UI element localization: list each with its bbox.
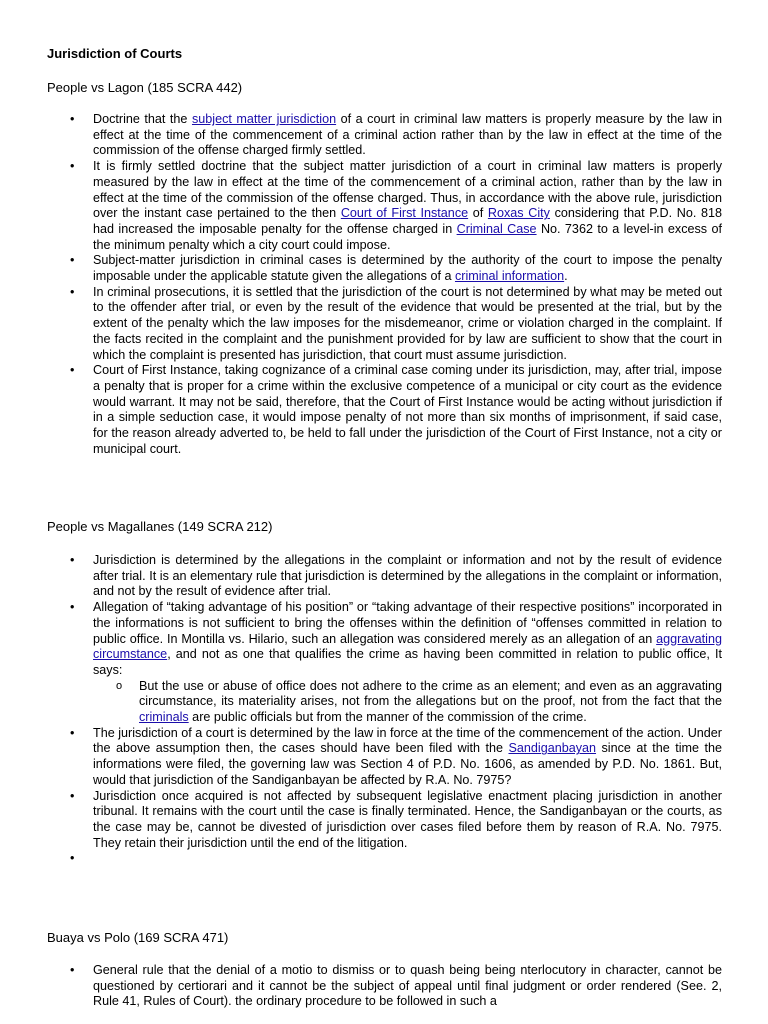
page-title: Jurisdiction of Courts bbox=[47, 46, 183, 61]
sub-list-item bbox=[93, 679, 722, 726]
bullet-text: considering that P.D. No. 818 had increased the imposable penalty for the offense charged in bbox=[93, 206, 722, 236]
list-item bbox=[70, 112, 722, 159]
case-heading-lagon: People vs Lagon (185 SCRA 442) bbox=[47, 80, 243, 95]
link-criminals[interactable]: criminals bbox=[139, 710, 189, 725]
bullet-text: since at the time the informations were filed, the governing law was Section 4 of P.D. No. 1606, as amended by P.D. No. 1861. But, would that jurisdiction of the Sandiganbayan be affected by R.A. No. 7975? bbox=[93, 741, 722, 787]
list-item bbox=[70, 963, 722, 1010]
list-item bbox=[70, 789, 722, 852]
bullet-text: Allegation of “taking advantage of his position” or “taking advantage of their respective positions” incorporated in the informations is not sufficient to bring the offenses within the definition of “offenses committed in relation to public office. In Montilla vs. Hilario, such an allegation was considered merely as an allegation of an bbox=[93, 600, 722, 646]
link-roxas-city[interactable]: Roxas City bbox=[487, 206, 550, 221]
link-aggravating-circumstance[interactable]: aggravating circumstance bbox=[93, 631, 722, 662]
bullet-text: . bbox=[564, 269, 568, 284]
case-heading-magallanes: People vs Magallanes (149 SCRA 212) bbox=[47, 519, 273, 534]
sub-bullet-list bbox=[93, 679, 722, 726]
bullet-text: Doctrine that the bbox=[93, 112, 192, 126]
bullet-text: General rule that the denial of a motio to dismiss or to quash being being nterlocutory in character, cannot be questioned by certiorari and it cannot be the subject of appeal until final judgment or order rendered (See. 2, Rule 41, Rules of Court). the ordinary procedure to be followed in such a bbox=[93, 963, 722, 1009]
bullet-text: Court of First Instance, taking cognizance of a criminal case coming under its jurisdiction, may, after trial, impose a penalty that is proper for a crime within the exclusive competence of a municipal or city court as the evidence would warrant. It may not be said, therefore, that the Court of First Instance would be acting without jurisdiction if in a simple seduction case, it would impose penalty of not more than six months of imprisonment, if said case, for the reason already adverted to, be held to fall under the jurisdiction of the Court of First Instance, not a city or municipal court. bbox=[93, 363, 722, 456]
list-item bbox=[70, 159, 722, 253]
link-criminal-case[interactable]: Criminal Case bbox=[456, 221, 537, 236]
link-subject-matter-jurisdiction[interactable]: subject matter jurisdiction bbox=[191, 112, 337, 126]
bullet-text: of a court in criminal law matters is properly measure by the law in effect at the time of the commencement of a criminal action rather than by the law in effect at the time of the commission of the offense charged firmly settled. bbox=[93, 112, 722, 158]
lagon-bullet-list bbox=[70, 112, 722, 457]
list-item bbox=[70, 253, 722, 284]
bullet-text: Subject-matter jurisdiction in criminal cases is determined by the authority of the court to impose the penalty imposable under the applicable statute given the allegations of a bbox=[93, 253, 722, 284]
list-item bbox=[70, 600, 722, 726]
bullet-text: of bbox=[468, 206, 488, 221]
bullet-text: , and not as one that qualifies the crime as having been committed in relation to public office, It says: bbox=[93, 647, 722, 677]
link-court-of-first-instance[interactable]: Court of First Instance bbox=[340, 206, 469, 221]
bullet-text: In criminal prosecutions, it is settled that the jurisdiction of the court is not determined by what may be meted out to the offender after trial, or even by the result of the evidence that would be presented at the trial, but by the extent of the penalty which the law imposes for the misdemeanor, crime or violation charged in the complaint. If the facts recited in the complaint and the punishment provided for by law are sufficient to show that the court in which the complaint is presented has jurisdiction, that court must assume jurisdiction. bbox=[93, 284, 722, 362]
bullet-text: But the use or abuse of office does not adhere to the crime as an element; and even as an aggravating circumstance, its materiality arises, not from the allegations but on the proof, not from the fact that the bbox=[139, 678, 722, 709]
buaya-bullet-list bbox=[70, 963, 722, 1010]
link-sandiganbayan[interactable]: Sandiganbayan bbox=[508, 741, 597, 756]
link-criminal-information[interactable]: criminal information bbox=[454, 269, 565, 284]
empty-list-item bbox=[70, 851, 722, 867]
list-item bbox=[70, 553, 722, 600]
case-heading-buaya: Buaya vs Polo (169 SCRA 471) bbox=[47, 930, 229, 945]
bullet-text: Jurisdiction is determined by the allegations in the complaint or information and not by the result of evidence after trial. It is an elementary rule that jurisdiction is determined by the allegations in the complaint or information, and not by the result of evidence after trial. bbox=[93, 553, 722, 599]
bullet-text: Jurisdiction once acquired is not affected by subsequent legislative enactment placing jurisdiction in another tribunal. It remains with the court until the case is finally terminated. Hence, the Sandiganbayan or the courts, as the case may be, cannot be divested of jurisdiction over cases filed before them by reason of R.A. No. 7975. They retain their jurisdiction until the end of the litigation. bbox=[93, 788, 722, 850]
bullet-text: No. 7362 to a level-in excess of the minimum penalty which a city court could impose. bbox=[93, 221, 722, 252]
list-item bbox=[70, 285, 722, 364]
magallanes-bullet-list bbox=[70, 553, 722, 867]
bullet-text: are public officials but from the manner of the commission of the crime. bbox=[188, 710, 587, 725]
list-item bbox=[70, 726, 722, 789]
list-item bbox=[70, 363, 722, 457]
bullet-text: The jurisdiction of a court is determined by the law in force at the time of the commencement of the action. Under the above assumption then, the cases should have been filed with the bbox=[93, 725, 722, 756]
bullet-text: It is firmly settled doctrine that the subject matter jurisdiction of a court in criminal law matters is properly measured by the law in effect at the time of the commencement of a criminal action, rather than by the law in effect at the time of the commission of the offense charged. Thus, in accordance with the above rule, jurisdiction over the instant case pertained to the then bbox=[93, 159, 722, 221]
